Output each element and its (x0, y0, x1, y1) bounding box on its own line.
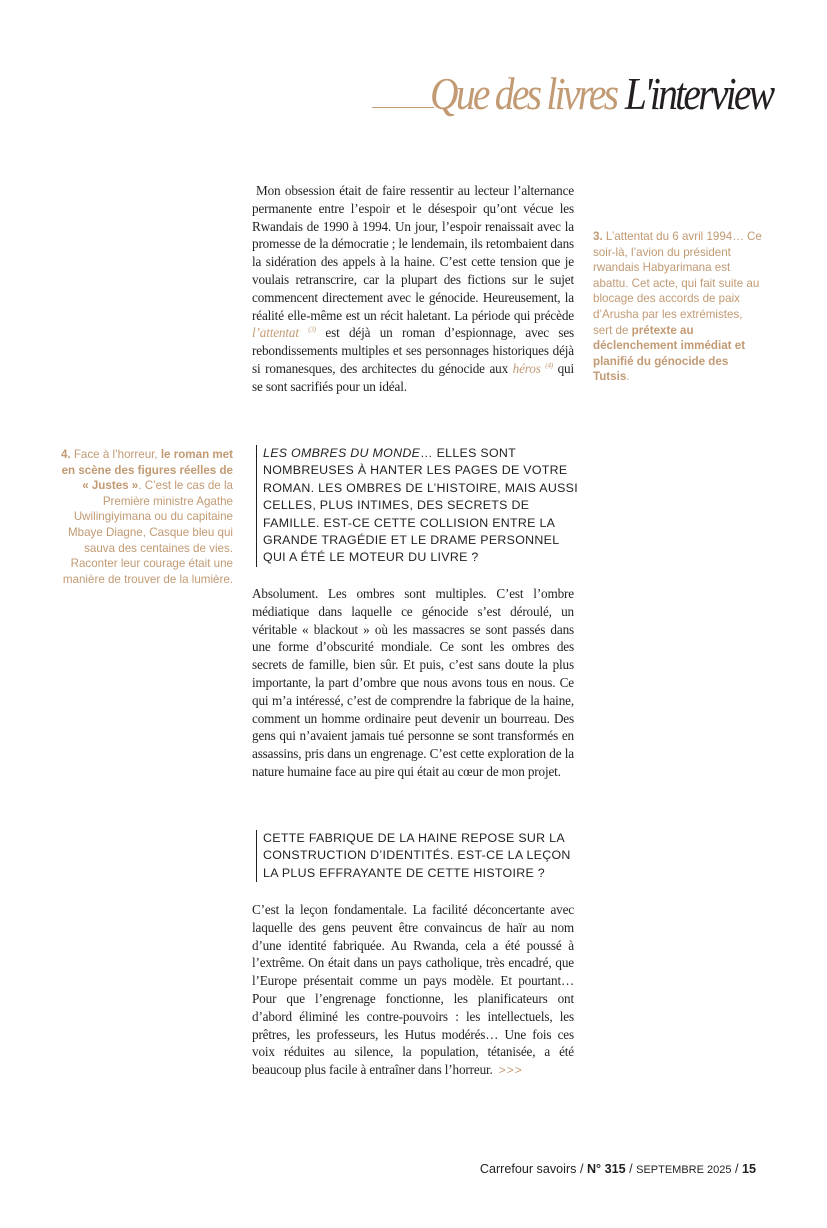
header-rule (372, 107, 434, 108)
sidenote-3: 3. L’attentat du 6 avril 1994… Ce soir-là, l’avion du président rwandais Habyarimana est abattu. Cet acte, qui fait suite au blocage des accords de paix d’Arusha par les extrémistes, sert de prétexte au déclenchement immédiat et planifié du génocide des Tutsis. (593, 230, 762, 384)
answer-paragraph-2: Absolument. Les ombres sont multiples. C’est l’ombre médiatique dans laquelle ce génocide s’est déroulé, un véritable « blackout » où les massacres se sont passés dans une forme d’obscurité mondiale. Ce sont les ombres des secrets de famille, bien sûr. Et puis, c’est sans doute la plus importante, la part d’ombre que nous avons tous en nous. Ce qui m’a intéressé, c’est de comprendre la fabrique de la haine, comment un homme ordinaire peut devenir un bourreau. Des gens qui n’avaient jamais tué personne se sont transformés en assassins, pris dans un engrenage. C’est cette exploration de la nature humaine face au pire qui était au cœur de mon projet. (252, 586, 574, 779)
sidenote-4: 4. Face à l’horreur, le roman met en scène des figures réelles de « Justes ». C’est le cas de la Première ministre Agathe Uwilingiyimana ou du capitaine Mbaye Diagne, Casque bleu qui sauva des centaines de vies. Raconter leur courage était une manière de trouver de la lumière. (60, 448, 233, 586)
issue-date: SEPTEMBRE 2025 (636, 1164, 732, 1176)
footnote-ref-4: héros $^{(4)}$ (512, 360, 553, 376)
answer-paragraph-3: C’est la leçon fondamentale. La facilité déconcertante avec laquelle des gens peuvent être convaincus de haïr au nom d’une identité fabriquée. Au Rwanda, cela a été poussé à l’extrême. On était dans un pays catholique, très encadré, que l’Europe présentait comme un pays modèle. Et pourtant… Pour que l’engrenage fonctionne, les planificateurs ont d’abord éliminé les contre-pouvoirs : les intellectuels, les prêtres, les professeurs, les Hutus modérés… Une fois ces voix réduites au silence, la population, tétanisée, a été beaucoup plus facile à entraîner dans l’horreur. >>> (252, 902, 574, 1078)
rubric-title: Que des livres (430, 68, 617, 119)
interview-question-1: LES OMBRES DU MONDE… ELLES SONT NOMBREUSES À HANTER LES PAGES DE VOTRE ROMAN. LES OMBRES DE L’HISTOIRE, MAIS AUSSI CELLES, PLUS INTIMES, DES SECRETS DE FAMILLE. EST-CE CETTE COLLISION ENTRE LA GRANDE TRAGÉDIE ET LE DRAME PERSONNEL QUI A ÉTÉ LE MOTEUR DU LIVRE ? (256, 445, 581, 567)
issue-number: N° 315 (586, 1162, 626, 1176)
page-footer: Carrefour savoirs / N° 315 / SEPTEMBRE 2025 / 15 (479, 1162, 756, 1176)
interview-question-2: CETTE FABRIQUE DE LA HAINE REPOSE SUR LA CONSTRUCTION D’IDENTITÉS. EST-CE LA LEÇON LA PLUS EFFRAYANTE DE CETTE HISTOIRE ? (256, 830, 581, 882)
page-number: 15 (741, 1162, 756, 1176)
section-header (430, 66, 772, 122)
answer-paragraph-1: Mon obsession était de faire ressentir au lecteur l’alternance permanente entre l’espoir et le désespoir qu’ont vécue les Rwandais de 1990 à 1994. Un jour, l’espoir renaissait avec la promesse de la démocratie ; le lendemain, ils retombaient dans la sidération des appels à la haine. C’est cette tension que je voulais retranscrire, car la plupart des fictions sur le sujet commencent directement avec le génocide. Heureusement, la réalité elle-même est un récit haletant. La période qui précède l’attentat $^{(3)}$ est déjà un roman d’espionnage, avec ses rebondissements multiples et ses personnages historiques déjà si romanesques, des architectes du génocide aux héros $^{(4)}$ qui se sont sacrifiés pour un idéal. (252, 183, 575, 394)
magazine-name: Carrefour savoirs (479, 1162, 577, 1176)
section-title: L'interview (624, 68, 773, 119)
footnote-ref-3: l’attentat $^{(3)}$ (252, 325, 316, 341)
continue-marker: >>> (498, 1063, 523, 1078)
